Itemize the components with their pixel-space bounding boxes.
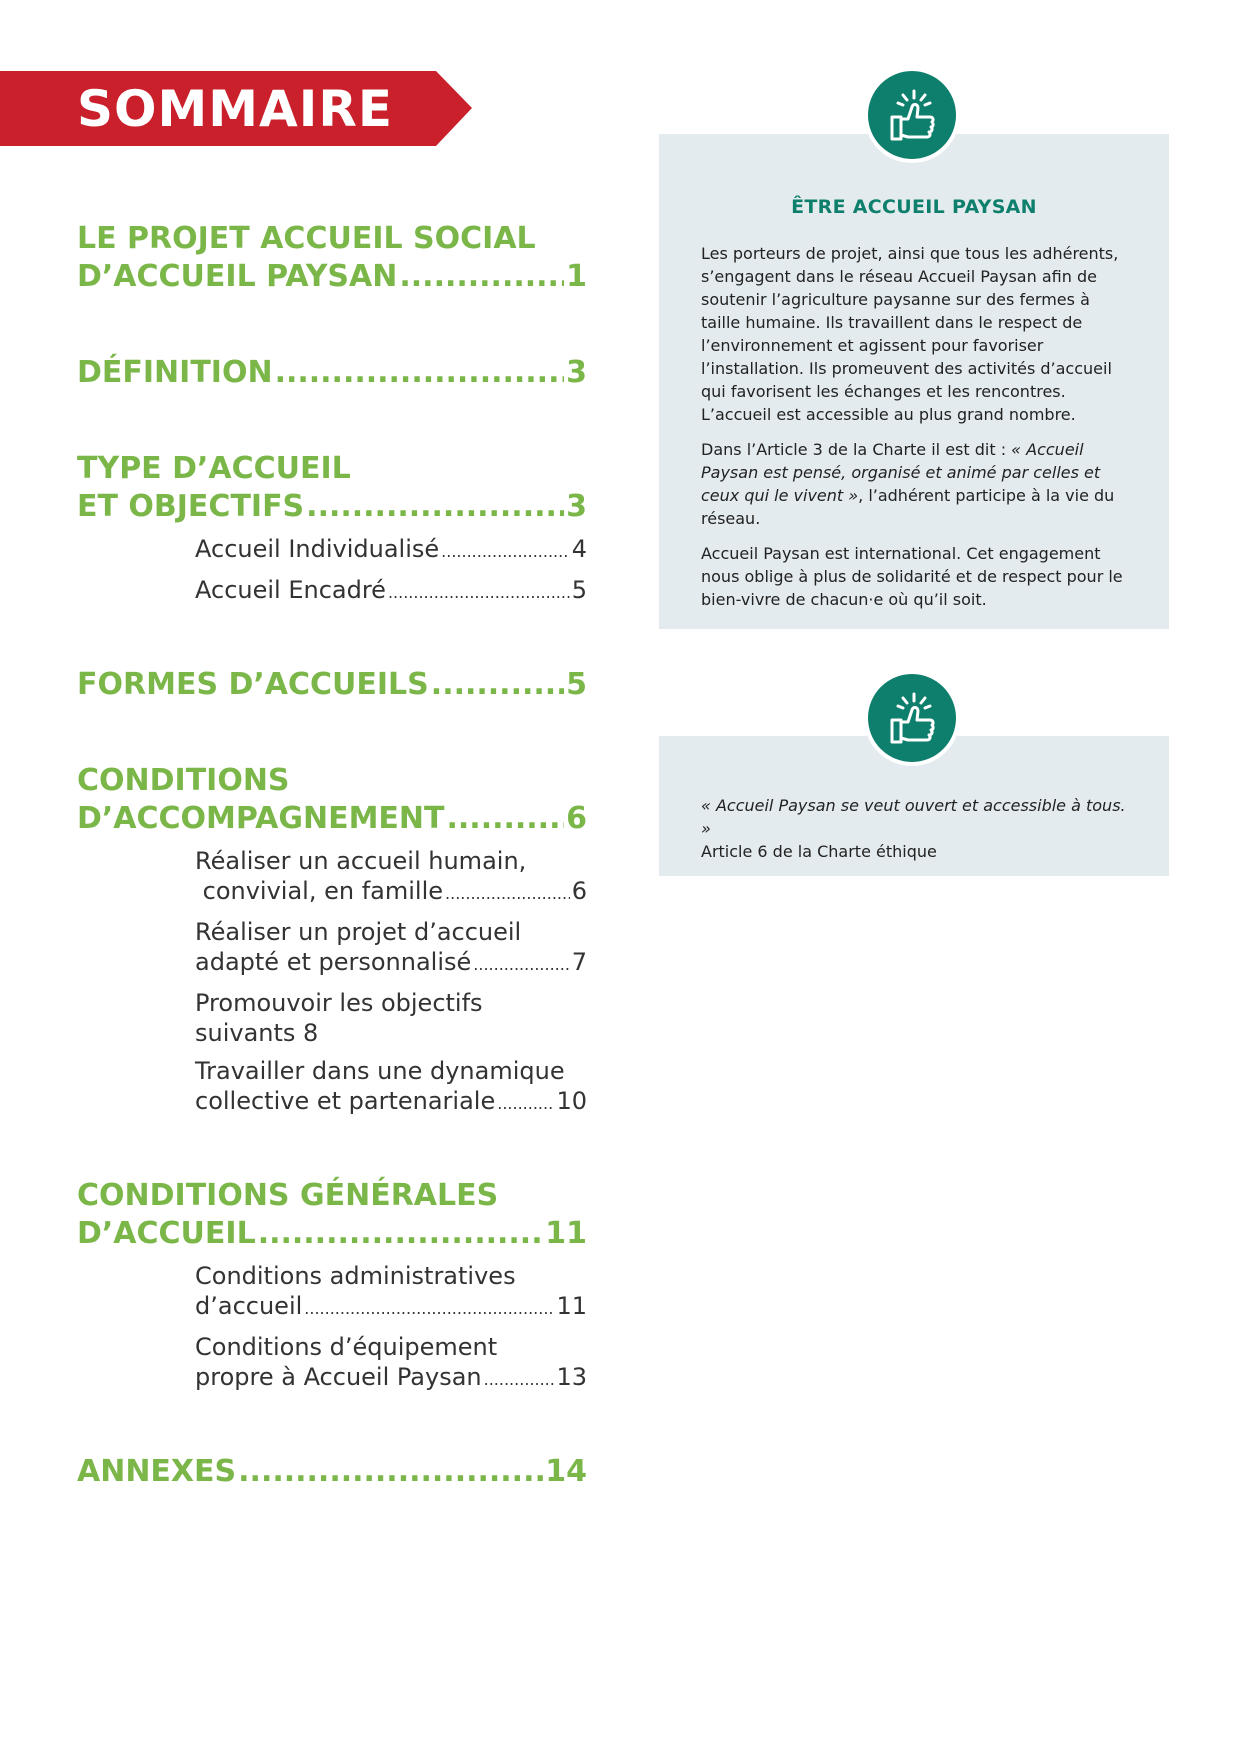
toc-subsection[interactable] [195, 1056, 587, 1119]
toc-page-number: 5 [571, 576, 587, 604]
toc-section-formes[interactable] [77, 666, 587, 704]
toc-subsection[interactable] [195, 575, 587, 608]
toc-subsection-label: Travailler dans une dynamique [195, 1057, 565, 1085]
toc-page-number: 1 [566, 259, 587, 294]
etre-accueil-paysan-card [659, 134, 1169, 629]
toc-subsection-label: suivants 8 [195, 1019, 319, 1047]
toc-subsection-label: Conditions d’équipement [195, 1333, 498, 1361]
leader-dots [484, 1365, 555, 1395]
toc-section-conditions-generales[interactable] [77, 1177, 587, 1253]
leader-dots [497, 1089, 554, 1119]
leader-dots [258, 1215, 544, 1253]
card-paragraph: Dans l’Article 3 de la Charte il est dit : « Accueil Paysan est pensé, organisé et animé par celles et ceux qui le vivent », l’adhérent participe à la vie du réseau. [701, 440, 1115, 528]
toc-subsection-label: convivial, en famille [195, 877, 444, 905]
leader-dots [275, 354, 565, 392]
toc-section-annexes[interactable] [77, 1453, 587, 1491]
toc-page-number: 10 [556, 1087, 587, 1115]
toc-section-type-accueil[interactable] [77, 450, 587, 526]
card-paragraph: Les porteurs de projet, ainsi que tous les adhérents, s’engagent dans le réseau Accueil Paysan afin de soutenir l’agriculture paysanne sur des fermes à taille humaine. Ils travaillent dans le respect de l’environnement et agissent pour favoriser l’installation. Ils promeuvent des activités d’accueil qui favorisent les échanges et les rencontres. L’accueil est accessible au plus grand nombre. [701, 244, 1119, 424]
toc-subsection[interactable] [195, 846, 587, 909]
toc-section-label: D’ACCOMPAGNEMENT [77, 801, 445, 836]
toc-section-label: CONDITIONS GÉNÉRALES [77, 1178, 499, 1213]
toc-page-number: 6 [566, 801, 587, 836]
toc-subsection-label: d’accueil [195, 1292, 303, 1320]
toc-subsection-label: adapté et personnalisé [195, 948, 472, 976]
toc-section-definition[interactable] [77, 354, 587, 392]
toc-section-projet[interactable] [77, 220, 587, 296]
toc-section-label: D’ACCUEIL [77, 1216, 256, 1251]
page-title: SOMMAIRE [77, 80, 393, 138]
leader-dots [388, 578, 570, 608]
leader-dots [304, 1294, 554, 1324]
toc-page-number: 11 [556, 1292, 587, 1320]
toc-subsection-label: Promouvoir les objectifs [195, 989, 483, 1017]
toc-subsection-label: collective et partenariale [195, 1087, 496, 1115]
thumbs-up-icon [864, 67, 960, 163]
toc-subsection-label: Conditions administratives [195, 1262, 516, 1290]
toc-page-number: 7 [571, 948, 587, 976]
leader-dots [441, 537, 570, 567]
toc-page-number: 6 [571, 877, 587, 905]
toc-page-number: 14 [545, 1454, 587, 1489]
toc-subsection-label: Accueil Encadré [195, 576, 386, 604]
leader-dots [473, 950, 569, 980]
toc-page-number: 3 [566, 355, 587, 390]
card-title: ÊTRE ACCUEIL PAYSAN [791, 196, 1037, 218]
toc-section-label: LE PROJET ACCUEIL SOCIAL [77, 221, 536, 256]
quote-text: « Accueil Paysan se veut ouvert et accessible à tous. » [701, 796, 1126, 838]
toc-section-conditions-accompagnement[interactable] [77, 762, 587, 838]
toc-section-label: DÉFINITION [77, 355, 273, 390]
toc-subsection[interactable] [195, 988, 587, 1048]
leader-dots [399, 258, 564, 296]
toc-subsection-label: Réaliser un accueil humain, [195, 847, 527, 875]
toc-section-label: ET OBJECTIFS [77, 489, 305, 524]
toc-section-label: FORMES D’ACCUEILS [77, 667, 429, 702]
toc-subsection-label: propre à Accueil Paysan [195, 1363, 482, 1391]
leader-dots [431, 666, 564, 704]
toc-page-number: 3 [566, 489, 587, 524]
toc-page-number: 5 [566, 667, 587, 702]
toc-subsection-label: Accueil Individualisé [195, 535, 440, 563]
toc-section-label: CONDITIONS [77, 763, 290, 798]
thumbs-up-icon [864, 670, 960, 766]
toc-subsection[interactable] [195, 1332, 587, 1395]
toc-subsection[interactable] [195, 917, 587, 980]
quote-source: Article 6 de la Charte éthique [701, 842, 937, 861]
leader-dots [447, 800, 565, 838]
toc-subsection[interactable] [195, 1261, 587, 1324]
leader-dots [445, 879, 570, 909]
toc-section-label: ANNEXES [77, 1454, 237, 1489]
leader-dots [238, 1453, 543, 1491]
toc-subsection-label: Réaliser un projet d’accueil [195, 918, 522, 946]
toc-section-label: TYPE D’ACCUEIL [77, 451, 351, 486]
toc-section-label: D’ACCUEIL PAYSAN [77, 259, 398, 294]
table-of-contents [77, 220, 587, 1491]
leader-dots [306, 488, 564, 526]
toc-page-number: 13 [556, 1363, 587, 1391]
toc-subsection[interactable] [195, 534, 587, 567]
card-paragraph: Accueil Paysan est international. Cet engagement nous oblige à plus de solidarité et de respect pour le bien-vivre de chacun·e où qu’il soit. [701, 544, 1123, 609]
toc-page-number: 11 [545, 1216, 587, 1251]
toc-page-number: 4 [571, 535, 587, 563]
